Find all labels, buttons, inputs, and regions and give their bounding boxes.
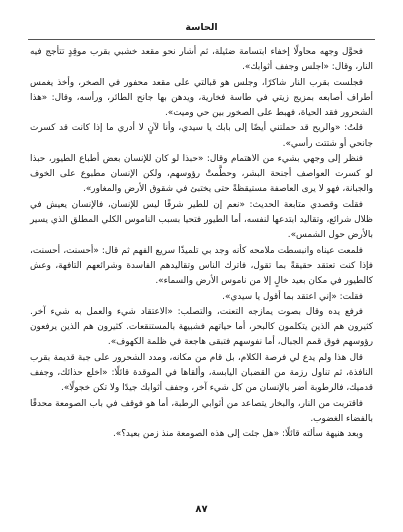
paragraph: قال هذا ولم يدع لي فرصة الكلام، بل قام من مكانه، ومدد الشحرور على جبة قديمة بقرب النافذة، ثم تناول رزمة من القضبان اليابسة، وألقاها في الموقدة قائلًا: «اخلع حذائك، وجفف قدميك، فالرطوبة أضر بالإنسان من كل شيء آخر، وجفف أثوابك جيدًا ولا تكن خجولًا». <box>30 352 373 394</box>
paragraph: فنظر إلى وجهي بشيء من الاهتمام وقال: «حبذا لو كان للإنسان بعض أطباع الطيور، حبذا لو كسرت العواصف أجنحة البشر، وحطَّمتْ رؤوسهم، ولكن الإنسان مطبوع على الخوف والجبانة، فهو لا يرى العاصفة مستيقظةً حتى يختبئ في شقوق الأرض والمغاور». <box>30 154 373 195</box>
paragraph: فحوَّل وجهه محاولًا إخفاء ابتسامة ضئيلة، ثم أشار نحو مقعد خشبي بقرب موقِدٍ تتأجج فيه النار، وقال: «اجلس وجفف أثوابك». <box>30 47 373 73</box>
body-text <box>30 45 373 443</box>
paragraph: فلمعت عيناه وانبسطت ملامحه كأنه وجد بي تلميذًا سريع الفهم ثم قال: «أحسنت، أحسنت، فإذا كنت تعتقد حقيقةً بما تقول، فاترك الناس وتقاليدهم الفاسدة وشرائعهم التافهة، وعش كالطيور في مكان بعيد خالٍ إلا من ناموس الأرض والسماء». <box>30 245 373 286</box>
paragraph: قلتُ: «والريح قد حملتني أيضًا إلى بابك يا سيدي، وأنا لآنٍ لا أدري ما إذا كانت قد كسرت جانحي أو شتتت رأسي». <box>30 123 373 149</box>
paragraph: فاقتربت من النار، والبخار يتصاعد من أثوابي الرطبة، أما هو فوقف في باب الصومعة محدقًا بالفضاء الغضوب. <box>30 398 373 424</box>
paragraph: فرفع يده وقال بصوت يمازجه التعنت، والتصلب: «الاعتقاد شيء والعمل به شيء آخر. كثيرون هم الذين يتكلمون كالبحر، أما حياتهم فشبيهة بالمستنقعات. كثيرون هم الذين يرفعون رؤوسهم فوق قمم الجبال، أما نفوسهم فتبقى هاجعة في ظلمة الكهوف». <box>30 307 373 348</box>
header-divider <box>28 39 375 40</box>
paragraph: فجلست بقرب النار شاكرًا، وجلس هو قبالتي على مقعد محفور في الصخر، وأخذ يغمس أطراف أصابعه بمزيج زيتي في طاسة فخارية، ويدهن بها جانح الطائر، ورأسه، وقال: «هذا الشحرور فقد الحياة، فهبط على الصخور بين حي وميت». <box>30 77 373 118</box>
page-number: ٨٧ <box>195 504 208 515</box>
running-header: الحاسة <box>185 22 218 33</box>
paragraph: فقلت وقصدي متابعة الحديث: «نعم إن للطير شرفًا ليس للإنسان، فالإنسان يعيش في ظلال شرائع، وتقاليد ابتدعها لنفسه، أما الطيور فتحيا بسبب الناموس الكلي المطلق الذي يسير بالأرض حول الشمس». <box>30 199 373 241</box>
paragraph: فقلت: «إني اعتقد بما أقول يا سيدي». <box>222 291 363 302</box>
paragraph: وبعد هنيهة سألته قائلًا: «هل جئت إلى هذه الصومعة منذ زمن بعيد؟». <box>112 429 363 440</box>
